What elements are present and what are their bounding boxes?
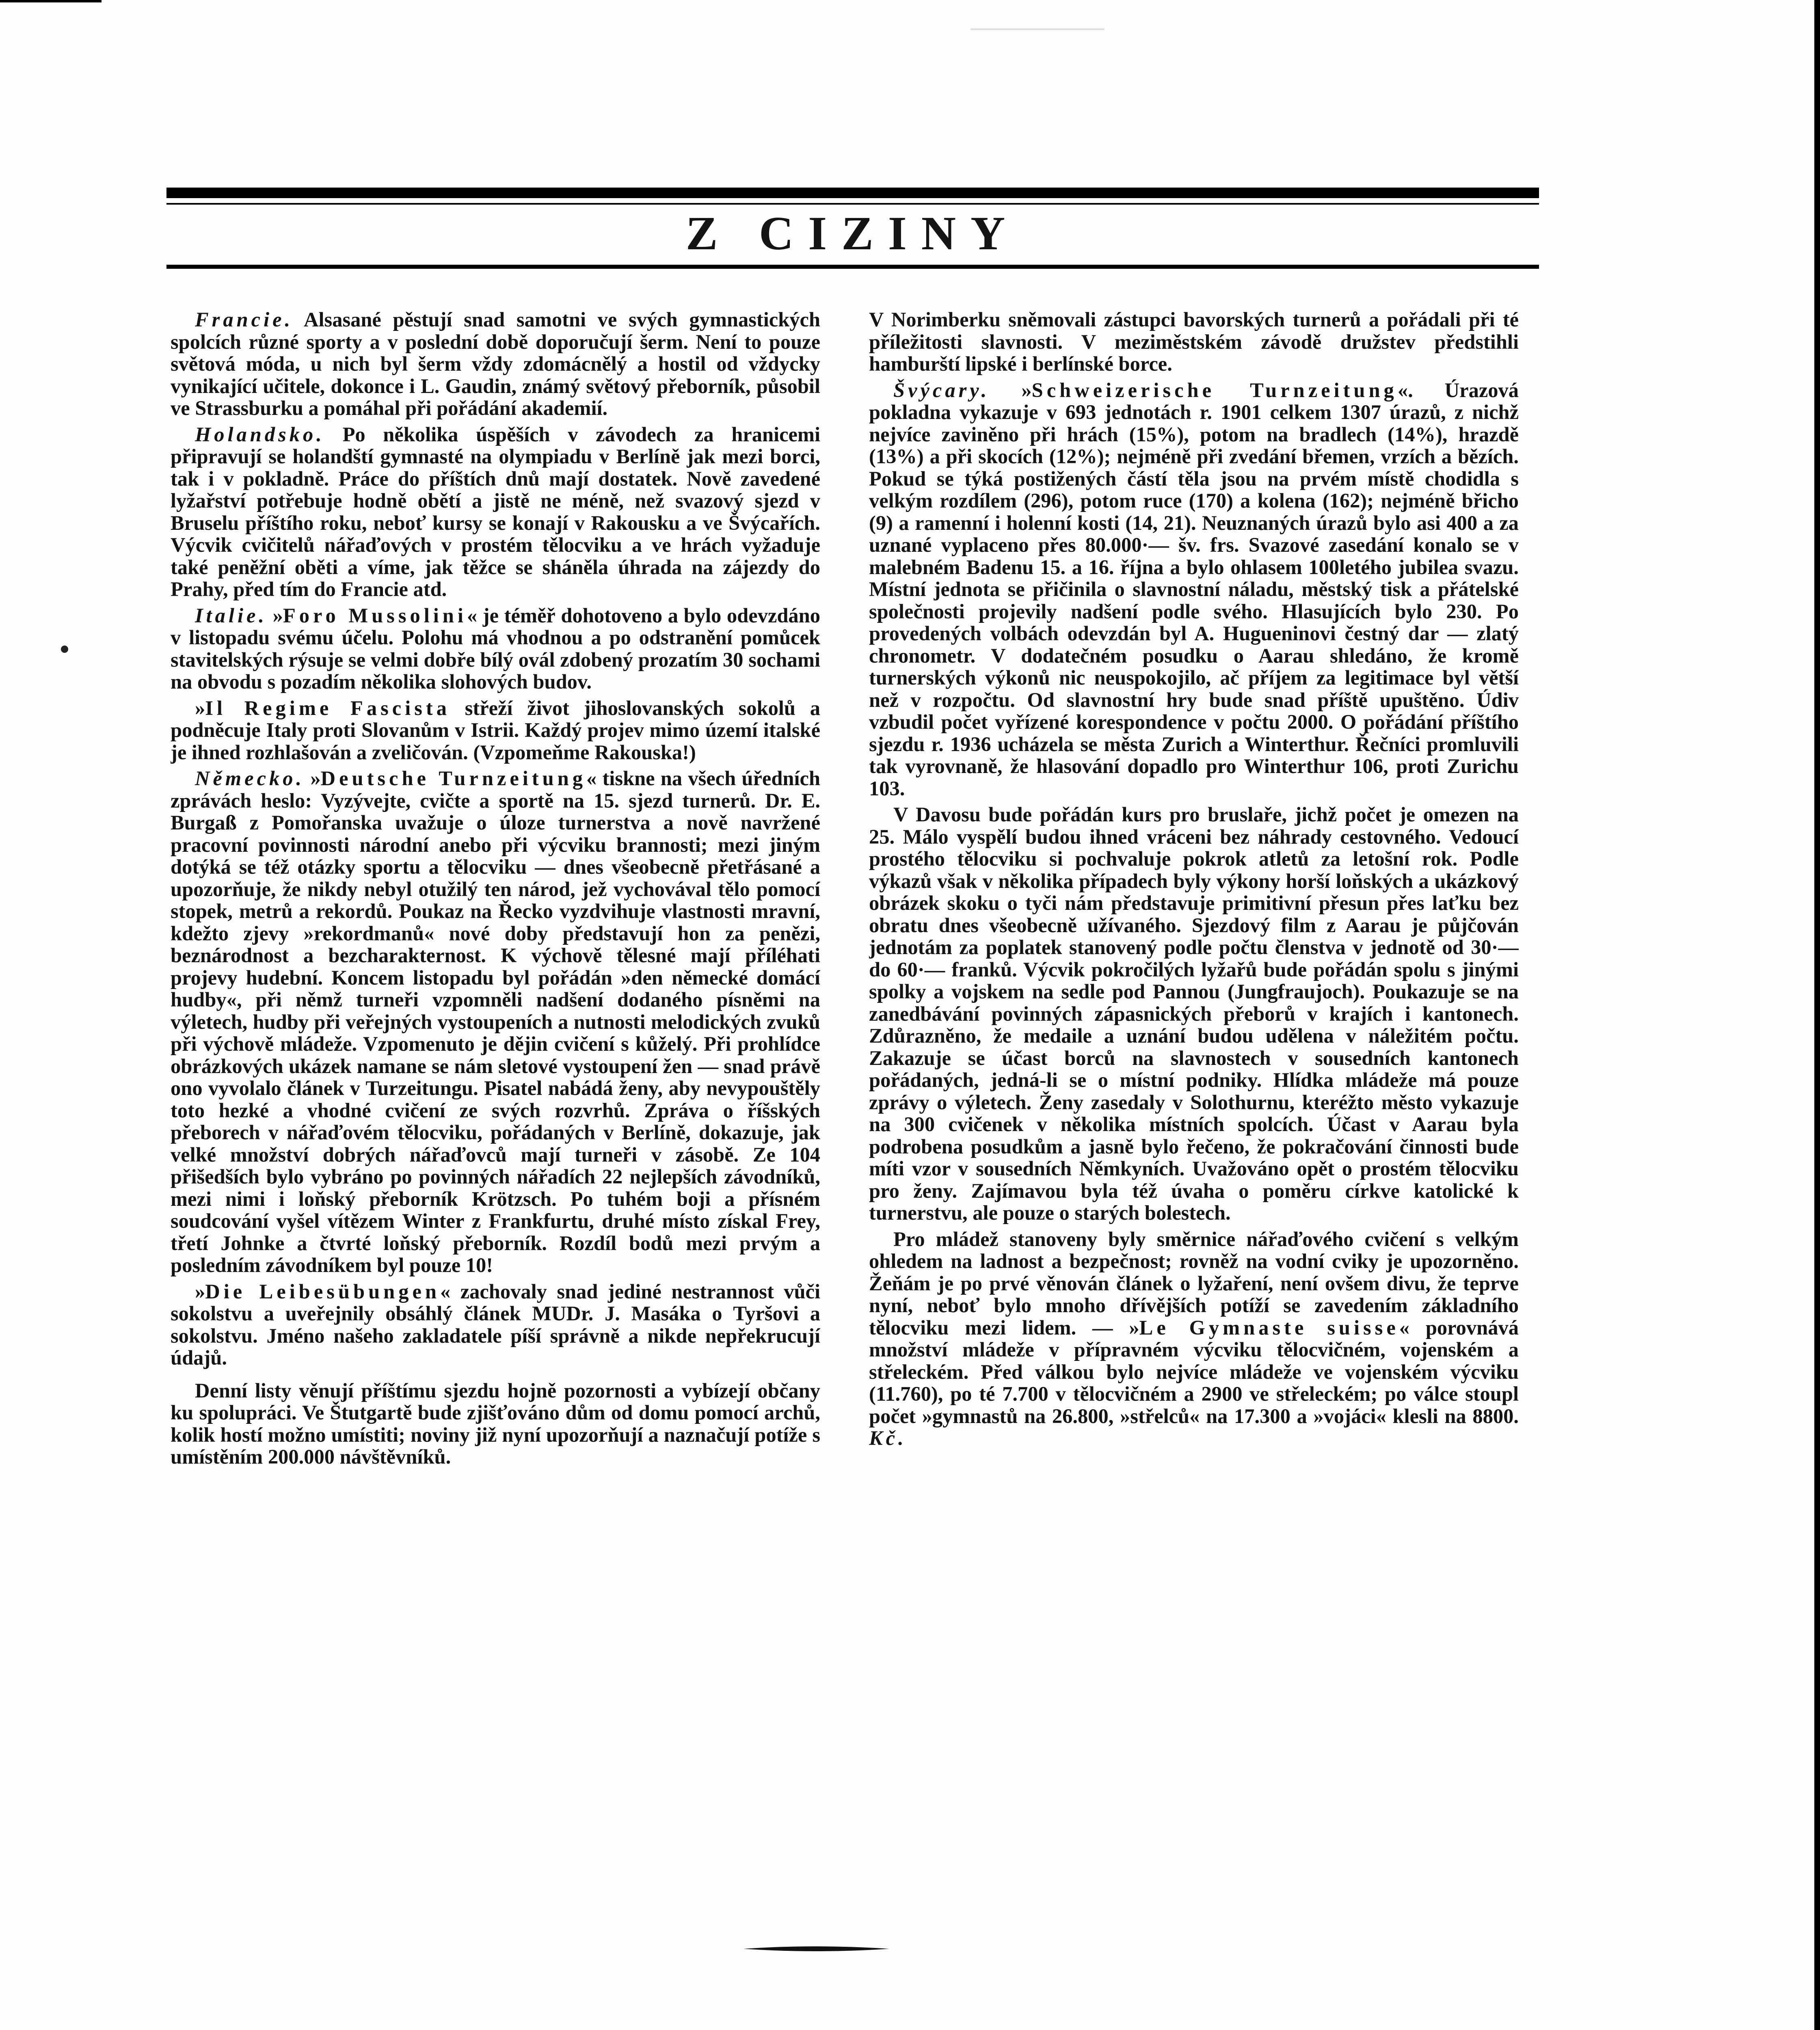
section-title: Z CIZINY (685, 207, 1020, 260)
left-column (171, 309, 820, 1835)
right-column (869, 309, 1519, 1835)
paragraph-text: střeží život jihoslovanských sokolů a podněcuje Italy proti Slovanům v Istrii. Každý projev mimo území italské je ihned rozhlašován a zveličován. (Vzpomeňme Rakouska!) (171, 696, 820, 764)
scan-edge-right (1814, 0, 1820, 2030)
scan-edge-top (0, 0, 102, 2)
country-lead: Francie. (195, 309, 294, 331)
paragraph-text: «. Úrazová pokladna vykazuje v 693 jednotách r. 1901 celkem 1307 úrazů, z nichž nejvíce zaviněno při hrách (15%), potom na bradlech (14%), hrazdě (13%) a při skocích (12%); nejméně při zvedání břemen, vrzích a bězích. Pokud se týká postižených částí těla jsou na prvém místě chodidla s velkým rozdílem (296), potom ruce (170) a kolena (162); nejméně břicho (9) a ramenní i holenní kosti (14, 21). Neuznaných úrazů bylo asi 400 a za uznané vyplaceno přes 80.000·— šv. frs. Svazové zasedání konalo se v malebném Badenu 15. a 16. října a bylo ohlasem 100letého jubilea svazu. Místní jednota se přičinila o slavnostní náladu, městský tisk a přátelské společnosti projevily nadšení podle svého. Hlasujících bylo 230. Po provedených volbách odevzdán byl A. Hugueninovi čestný dar — zlatý chronometr. V dodatečném posudku o Aarau shledáno, že kromě turnerských výkonů nic neuspokojilo, ač příjem za legitimace byl větší než v rozpočtu. Od slavnostní hry bude snad příště upuštěno. Údiv vzbudil počet vyřízené korespondence v počtu 2000. O pořádání příštího sjezdu r. 1936 ucházela se města Zurich a Winterthur. Řečníci promluvili tak vyrovnaně, že hlasování dopadlo pro Winterthur 106, proti Zurichu 103. (869, 378, 1519, 800)
quote-open: » (990, 378, 1032, 402)
scan-artifact (971, 0, 1105, 30)
paragraph-leibesuebungen (171, 1281, 820, 1369)
paragraph-text: V Davosu bude pořádán kurs pro bruslaře, jichž počet je omezen na 25. Málo vyspělí budou ihned vráceni bez náhrady cestovného. Vedoucí prostého tělocviku si pochvaluje pokrok atletů za letošní rok. Podle výkazů však v několika případech byly výkony horší loňských a ukázkový obrázek skoku o tyči nám představuje primitivní přesun přes laťku bez obratu dnes všeobecně užívaného. Sjezdový film z Aarau je půjčován jednotám za poplatek stanovený podle počtu členstva v jednotě od 30·— do 60·— franků. Výcvik pokročilých lyžařů bude pořádán spolu s jinými spolky a vojskem na sedle pod Pannou (Jungfraujoch). Poukazuje se na zanedbávání povinných zápasnických přeborů v krajích i kantonech. Zdůrazněno, že medaile a uznání budou udělena v náležitém počtu. Zakazuje se účast borců na slavnostech v sousedních kantonech pořádaných, jedná-li se o místní podniky. Hlídka mládeže má pouze zprávy o výletech. Ženy zasedaly v Solothurnu, kteréžto město vykazuje na 300 cvičenek v několika místních spolcích. Účast v Aarau byla podrobena posudkům a jasně bylo řečeno, že pokračování činnosti bude míti vzor v sousedních Němkyních. Uvažováno opět o prostém tělocviku pro ženy. Zajímavou byla též úvaha o poměru církve katolické k turnerstvu, ale pouze o starých bolestech. (869, 803, 1519, 1224)
paragraph-text: « je téměř dohotoveno a bylo odevzdáno v listopadu svému účelu. Polohu má vhodnou a po odstranění pomůcek stavitelských rýsuje se velmi dobře bílý ovál zdobený prozatím 30 sochami na obvodu s pozadím několika slohových budov. (171, 604, 820, 693)
publication-name: Die Leibesübungen (205, 1280, 441, 1303)
header-rule-bottom (166, 265, 1539, 269)
paragraph-text: « zachovaly snad jediné nestrannost vůči sokolstvu a uveřejnily obsáhlý článek MUDr. J. Masáka o Tyršovi a sokolstvu. Jméno našeho zakladatele píší správně a nikde nepřekrucují údajů. (171, 1280, 820, 1369)
publication-name: Le Gymnaste suisse (1139, 1316, 1399, 1339)
author-signature: Kč. (869, 1427, 907, 1449)
publication-name: Il Regime Fascista (205, 696, 450, 719)
paragraph-svycary (869, 379, 1519, 800)
paragraph-text: Denní listy věnují příštímu sjezdu hojně pozornosti a vybízejí občany ku spolupráci. Ve Štutgartě bude zjišťováno dům od domu pomocí archů, kolik hostí možno umístiti; noviny již nyní upozorňují a naznačují potíže s umístěním 200.000 návštěvníků. (171, 1379, 820, 1468)
header-rule-thin (166, 203, 1539, 205)
end-ornament (743, 1945, 889, 1953)
paragraph-text: V Norimberku sněmovali zástupci bavorských turnerů a pořádali při té příležitosti slavnosti. V meziměstském závodě družstev předstihli hamburští lipské i berlínské borce. (869, 309, 1519, 375)
country-lead: Italie. (195, 604, 268, 627)
paragraph-italie (171, 605, 820, 693)
paragraph-mladez (869, 1228, 1519, 1449)
country-lead: Švýcary. (893, 378, 990, 402)
paragraph-nemecko (171, 767, 820, 1276)
paragraph-text: Pro mládež stanoveny byly směrnice nářaďového cvičení s velkým ohledem na ladnost a bezpečnost; rovněž na vodní cviky je upozorněno. Žeňám je po prvé věnován článek o lyžaření, není ovšem divu, že teprve nyní, neboť bylo mnoho dřívějších potíží se zavedením základního tělocviku mezi lidem. — » (869, 1227, 1519, 1339)
paragraph-davos (869, 803, 1519, 1224)
quote-open: » (267, 604, 283, 627)
paragraph-text: « tiskne na všech úředních zprávách heslo: Vyzývejte, cvičte a sportě na 15. sjezd turnerů. Dr. E. Burgaß z Pomořanska uvažuje o úloze turnerstva a nově navržené pracovní povinnosti národní anebo při výcviku brannosti; mezi jiným dotýká se též otázky sportu a tělocviku — dnes všeobecně přetřásané a upozorňuje, že nikdy nebyl otužilý ten národ, jež vychovával tělo pomocí stopek, metrů a rekordů. Poukaz na Řecko vyzdvihuje vlastnosti mravní, kdežto zjevy »rekordmanů« nové doby představují hon za penězi, beznárodnost a bezcharakternost. K výchově tělesné mají příléhati projevy hudební. Koncem listopadu byl pořádán »den německé domácí hudby«, při němž turneři vzpomněli nadšení dodaného písněmi na výletech, hudby při veřejných vystoupeních a nutnosti melodických zvuků při výchově mládeže. Vzpomenuto je dějin cvičení s kůželý. Při prohlídce obrázkových ukázek namane se nám sletové vystoupení žen — snad právě ono vyvolalo článek v Turzeitungu. Pisatel nabádá ženy, aby nevypouštěly toto hezké a vhodné cvičení ze svých rozvrhů. Zpráva o říšských přeborech v nářaďovém tělocviku, pořádaných v Berlíně, dokazuje, jak velké množství dobrých nářaďovců mají turneři v zásobě. Ze 104 přišedších bylo vybráno po povinných nářadích 22 nejlepších závodníků, mezi nimi i loňský přeborník Krötzsch. Po tuhém boji a přísném soudcování vyšel vítězem Winter z Frankfurtu, druhé místo získal Frey, třetí Johnke a čtvrté loňský přeborník. Rozdíl bodů mezi prvým a posledním závodníkem byl pouze 10! (171, 767, 820, 1276)
paragraph-holandsko (171, 423, 820, 600)
paragraph-regime-fascista (171, 697, 820, 764)
paragraph-text: Alsasané pěstují snad samotni ve svých gymnastických spolcích různé sporty a v poslední době doporučují šerm. Není to pouze světová móda, u nich byl šerm vždy zdomácnělý a hostil od vždycky vynikající učitele, dokonce i L. Gaudin, známý světový přeborník, působil ve Strassburku a pomáhal při pořádání akademií. (171, 309, 820, 419)
paragraph-francie (171, 309, 820, 419)
publication-name: Foro Mussolini (283, 604, 467, 627)
header-rule-thick (166, 188, 1539, 198)
paragraph-denni-listy (171, 1380, 820, 1468)
country-lead: Holandsko. (195, 423, 325, 446)
paragraph-text: Po několika úspěších v závodech za hranicemi připravují se holandští gymnasté na olympiadu v Berlíně jak mezi borci, tak i v pokladně. Práce do příštích dnů mají dostatek. Nově zavedené lyžařství potřebuje hodně obětí a jistě ne méně, než svazový sjezd v Bruselu příštího roku, neboť kursy se konají v Rakousku a ve Švýcařích. Výcvik cvičitelů nářaďových v prostém tělocviku a ve hrách vyžaduje také peněžní oběti a víme, jak těžce se sháněla úhrada na zájezdy do Prahy, před tím do Francie atd. (171, 423, 820, 600)
quote-open: » (195, 1280, 205, 1303)
paragraph-norimberk (869, 309, 1519, 375)
publication-name: Deutsche Turnzeitung (320, 767, 587, 790)
quote-open: » (305, 767, 321, 790)
quote-open: » (195, 696, 205, 719)
country-lead: Německo. (195, 767, 305, 790)
margin-dot (61, 646, 68, 653)
publication-name: Schweizerische Turnzeitung (1031, 378, 1398, 402)
paragraph-text: « porovnává množství mládeže v přípravném výcviku tělocvičném, vojenském a střeleckém. Před válkou bylo nejvíce mládeže ve vojenském výcviku (11.760), po té 7.700 v tělocvičném a 2900 ve střeleckém; po válce stoupl počet »gymnastů na 26.800, »střelců« na 17.300 a »vojáci« klesli na 8800. (869, 1316, 1519, 1427)
